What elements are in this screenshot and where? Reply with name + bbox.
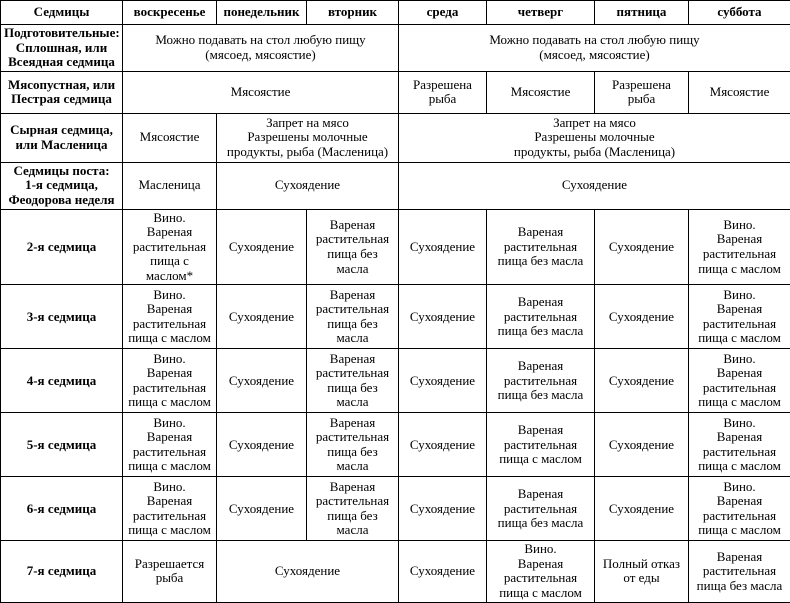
cell: Вареная растительная пища с маслом bbox=[487, 413, 595, 477]
table-row bbox=[1, 162, 790, 209]
cell: Можно подавать на стол любую пищу (мясоед, мясоястие) bbox=[123, 25, 399, 72]
cell: Сухоядение bbox=[399, 285, 487, 349]
cell: Масленица bbox=[123, 162, 217, 209]
column-header-tuesday: вторник bbox=[307, 1, 399, 25]
cell: Сухоядение bbox=[595, 477, 689, 541]
cell: Сухоядение bbox=[217, 541, 399, 602]
header-row bbox=[1, 1, 790, 25]
cell: Сухоядение bbox=[217, 285, 307, 349]
cell: Сухоядение bbox=[399, 349, 487, 413]
column-header-weeks: Седмицы bbox=[1, 1, 123, 25]
column-header-wednesday: среда bbox=[399, 1, 487, 25]
cell: Вареная растительная пища без масла bbox=[487, 285, 595, 349]
cell: Вареная растительная пища без масла bbox=[307, 413, 399, 477]
cell: Мясоястие bbox=[123, 71, 399, 113]
table-row bbox=[1, 477, 790, 541]
cell: Вино. Вареная растительная пища с маслом bbox=[689, 209, 790, 285]
cell: Запрет на мясо Разрешены молочные продукты, рыба (Масленица) bbox=[399, 113, 790, 162]
cell: Сухоядение bbox=[399, 477, 487, 541]
column-header-sunday: воскресенье bbox=[123, 1, 217, 25]
row-label: Мясопустная, или Пестрая седмица bbox=[1, 71, 123, 113]
cell: Запрет на мясо Разрешены молочные продукты, рыба (Масленица) bbox=[217, 113, 399, 162]
cell: Мясоястие bbox=[689, 71, 790, 113]
column-header-thursday: четверг bbox=[487, 1, 595, 25]
table-row bbox=[1, 541, 790, 602]
cell: Вареная растительная пища без масла bbox=[307, 349, 399, 413]
cell: Сухоядение bbox=[217, 413, 307, 477]
cell: Сухоядение bbox=[217, 477, 307, 541]
table-row bbox=[1, 349, 790, 413]
cell: Вареная растительная пища без масла bbox=[487, 349, 595, 413]
table-row bbox=[1, 25, 790, 72]
cell: Вино. Вареная растительная пища с маслом bbox=[689, 285, 790, 349]
cell: Вино. Вареная растительная пища с маслом bbox=[689, 413, 790, 477]
cell: Вареная растительная пища без масла bbox=[307, 285, 399, 349]
cell: Сухоядение bbox=[595, 413, 689, 477]
table-row bbox=[1, 113, 790, 162]
row-label: Седмицы поста: 1-я седмица, Феодорова неделя bbox=[1, 162, 123, 209]
cell: Вино. Вареная растительная пища с маслом bbox=[689, 349, 790, 413]
row-label: 2-я седмица bbox=[1, 209, 123, 285]
cell: Вино. Вареная растительная пища с маслом bbox=[123, 477, 217, 541]
table-row bbox=[1, 209, 790, 285]
cell: Вареная растительная пища без масла bbox=[487, 477, 595, 541]
cell: Разрешена рыба bbox=[399, 71, 487, 113]
cell: Вареная растительная пища без масла bbox=[487, 209, 595, 285]
cell: Сухоядение bbox=[595, 349, 689, 413]
cell: Вареная растительная пища без масла bbox=[689, 541, 790, 602]
cell: Вино. Вареная растительная пища с маслом bbox=[487, 541, 595, 602]
cell: Вареная растительная пища без масла bbox=[307, 209, 399, 285]
column-header-saturday: суббота bbox=[689, 1, 790, 25]
table-row bbox=[1, 71, 790, 113]
row-label: 4-я седмица bbox=[1, 349, 123, 413]
cell: Вино. Вареная растительная пища с маслом bbox=[123, 349, 217, 413]
table-row bbox=[1, 413, 790, 477]
cell: Разрешена рыба bbox=[595, 71, 689, 113]
cell: Разрешается рыба bbox=[123, 541, 217, 602]
cell: Мясоястие bbox=[123, 113, 217, 162]
cell: Сухоядение bbox=[399, 162, 790, 209]
cell: Сухоядение bbox=[595, 285, 689, 349]
cell: Вино. Вареная растительная пища с маслом bbox=[689, 477, 790, 541]
cell: Сухоядение bbox=[595, 209, 689, 285]
cell: Полный отказ от еды bbox=[595, 541, 689, 602]
cell: Сухоядение bbox=[399, 541, 487, 602]
cell: Вино. Вареная растительная пища с маслом bbox=[123, 285, 217, 349]
column-header-friday: пятница bbox=[595, 1, 689, 25]
cell: Вино. Вареная растительная пища с маслом bbox=[123, 413, 217, 477]
row-label: 6-я седмица bbox=[1, 477, 123, 541]
cell: Мясоястие bbox=[487, 71, 595, 113]
row-label: 7-я седмица bbox=[1, 541, 123, 602]
cell: Можно подавать на стол любую пищу (мясоед, мясоястие) bbox=[399, 25, 790, 72]
cell: Сухоядение bbox=[217, 162, 399, 209]
cell: Вино. Вареная растительная пища с маслом* bbox=[123, 209, 217, 285]
cell: Вареная растительная пища без масла bbox=[307, 477, 399, 541]
row-label: Подготовительные: Сплошная, или Всеядная седмица bbox=[1, 25, 123, 72]
cell: Сухоядение bbox=[399, 413, 487, 477]
row-label: 3-я седмица bbox=[1, 285, 123, 349]
row-label: 5-я седмица bbox=[1, 413, 123, 477]
table-row bbox=[1, 285, 790, 349]
column-header-monday: понедельник bbox=[217, 1, 307, 25]
row-label: Сырная седмица, или Масленица bbox=[1, 113, 123, 162]
cell: Сухоядение bbox=[399, 209, 487, 285]
cell: Сухоядение bbox=[217, 349, 307, 413]
cell: Сухоядение bbox=[217, 209, 307, 285]
